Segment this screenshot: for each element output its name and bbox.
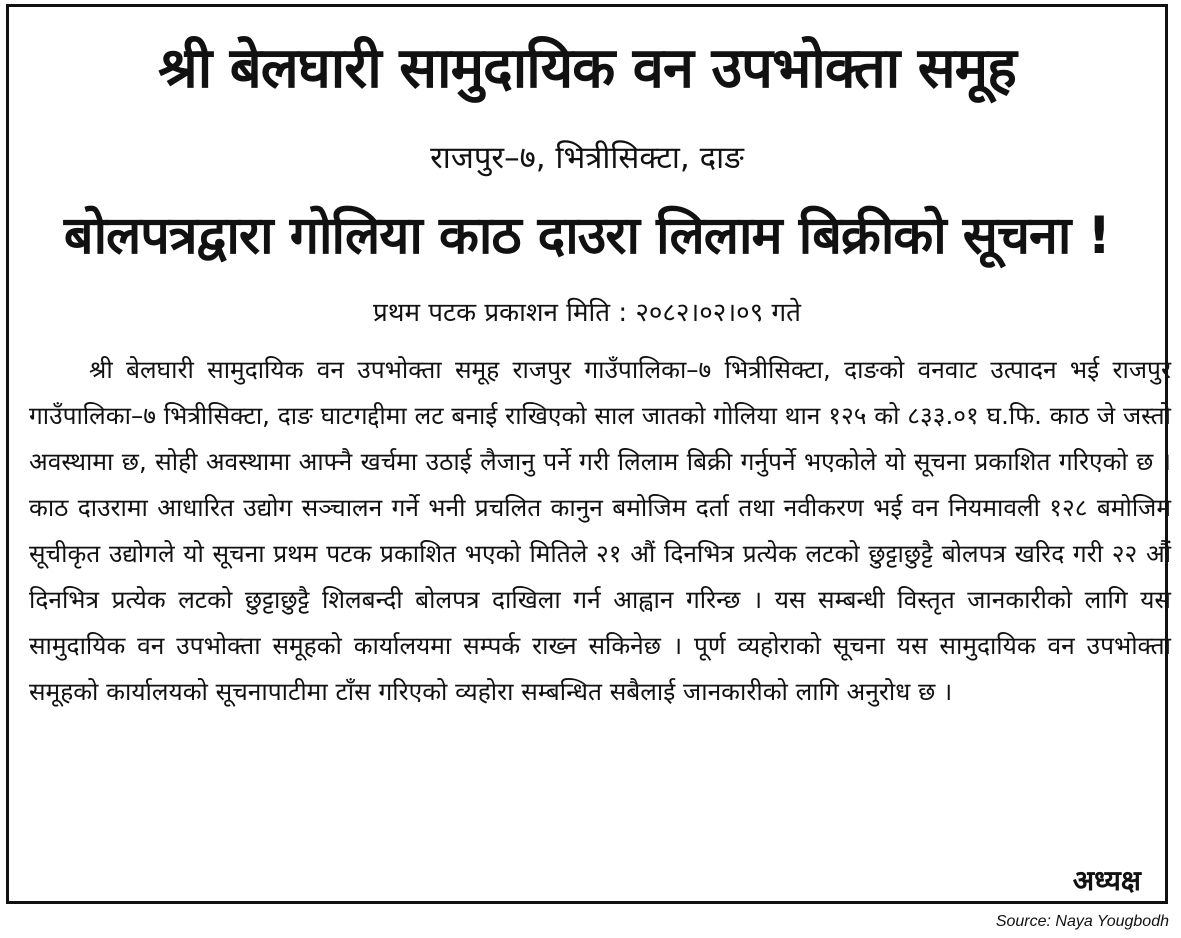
- org-name: श्री बेलघारी सामुदायिक वन उपभोक्ता समूह: [158, 36, 1016, 101]
- org-address: राजपुर–७, भित्रीसिक्टा, दाङ: [430, 140, 744, 176]
- publish-date: प्रथम पटक प्रकाशन मिति : २०८२।०२।०९ गते: [373, 298, 801, 328]
- notice-box: [6, 4, 1171, 904]
- notice-title: बोलपत्रद्वारा गोलिया काठ दाउरा लिलाम बिक्रीको सूचना !: [63, 206, 1111, 266]
- signatory: अध्यक्ष: [1072, 864, 1141, 897]
- notice-body: श्री बेलघारी सामुदायिक वन उपभोक्ता समूह राजपुर गाउँपालिका–७ भित्रीसिक्टा, दाङको वनवाट उत्पादन भई राजपुर गाउँपालिका–७ भित्रीसिक्टा, दाङ घाटगद्दीमा लट बनाई राखिएको साल जातको गोलिया थान १२५ को ८३३.०१ घ.फि. काठ जे जस्तो अवस्थामा छ, सोही अवस्थामा आफ्नै खर्चमा उठाई लैजानु पर्ने गरी लिलाम बिक्री गर्नुपर्ने भएकोले यो सूचना प्रकाशित गरिएको छ । काठ दाउरामा आधारित उद्योग सञ्चालन गर्ने भनी प्रचलित कानुन बमोजिम दर्ता तथा नवीकरण भई वन नियमावली १२८ बमोजिम सूचीकृत उद्योगले यो सूचना प्रथम पटक प्रकाशित भएको मितिले २१ औं दिनभित्र प्रत्येक लटको छुट्टाछुट्टै बोलपत्र खरिद गरी २२ औं दिनभित्र प्रत्येक लटको छुट्टाछुट्टै शिलबन्दी बोलपत्र दाखिला गर्न आह्वान गरिन्छ । यस सम्बन्धी विस्तृत जानकारीको लागि यस सामुदायिक वन उपभोक्ता समूहको कार्यालयमा सम्पर्क राख्न सकिनेछ । पूर्ण व्यहोराको सूचना यस सामुदायिक वन उपभोक्ता समूहको कार्यालयको सूचनापाटीमा टाँस गरिएको व्यहोरा सम्बन्धित सबैलाई जानकारीको लागि अनुरोध छ ।: [29, 355, 1171, 706]
- source-credit: Source: Naya Yougbodh: [995, 913, 1169, 930]
